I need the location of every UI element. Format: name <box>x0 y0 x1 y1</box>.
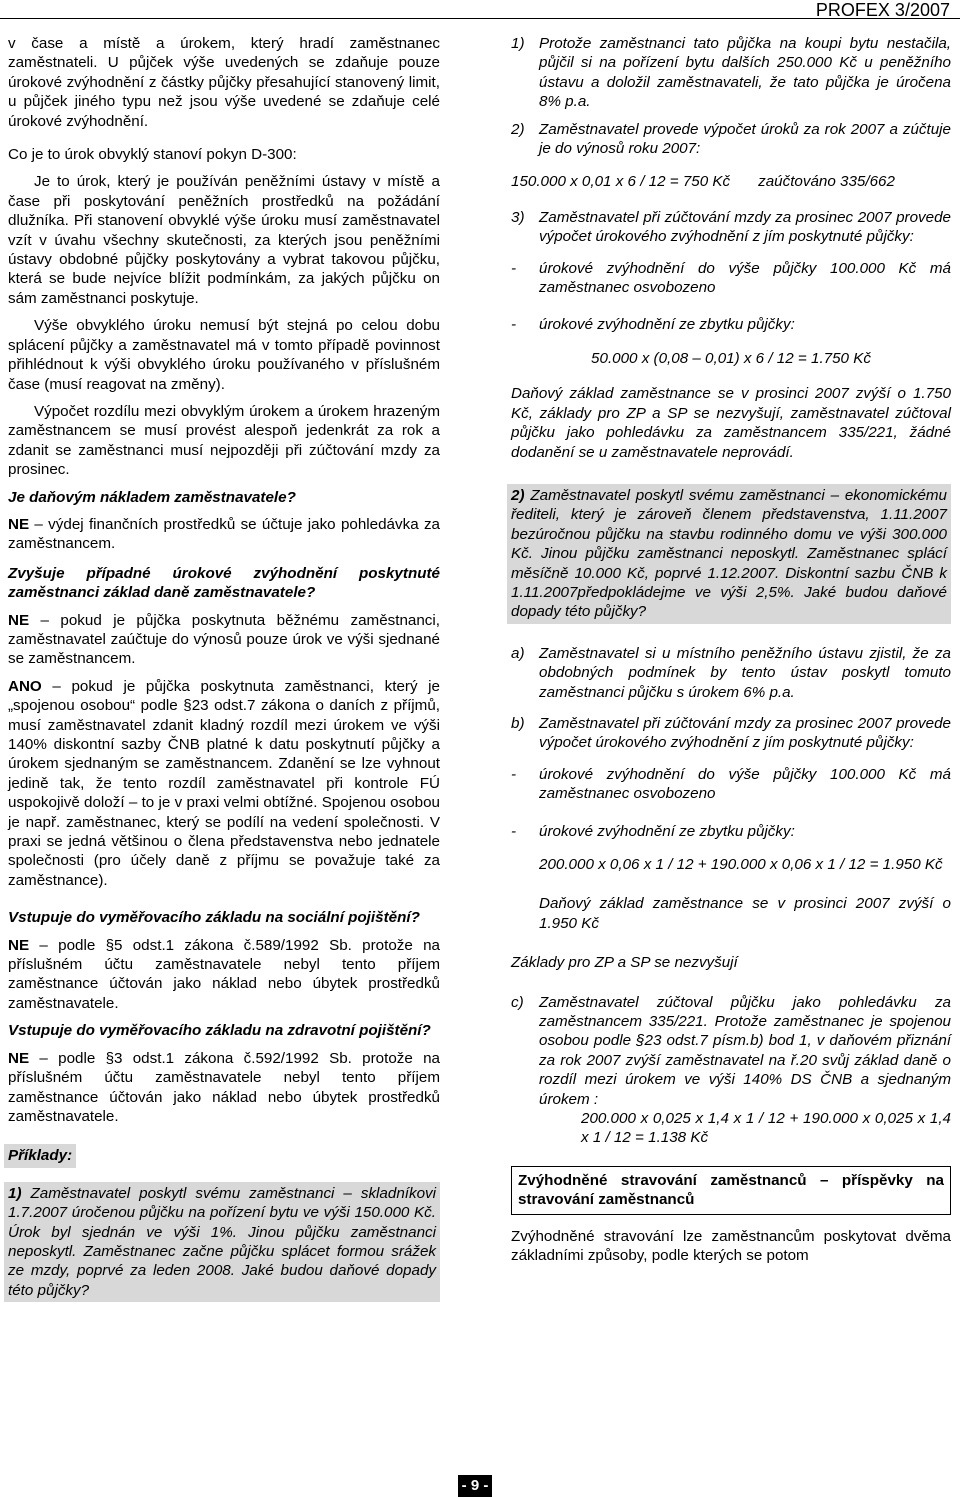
journal-title: PROFEX 3/2007 <box>815 0 950 20</box>
paragraph: Daňový základ zaměstnance se v prosinci 2007 zvýší o 1.750 Kč, základy pro ZP a SP se nezvyšují, zaměstnavatel zúčtoval půjčku jako pohledávku za zaměstnancem 335/221, žádné dodanění se u zaměstnavatele neprovádí. <box>511 385 951 461</box>
page-header <box>0 0 960 18</box>
dash-text: úrokové zvýhodnění do výše půjčky 100.000 Kč má zaměstnanec osvobozeno <box>539 765 951 803</box>
answer-text: – podle §3 odst.1 zákona č.592/1992 Sb. protože na příslušném účtu zaměstnavatele nebyl tento příjem zaměstnance účtován jako náklad nebo úbytek prostředků zaměstnavatele. <box>8 1049 440 1125</box>
paragraph: Výpočet rozdílu mezi obvyklým úrokem a úrokem hrazeným zaměstnancem se musí provést alespoň jedenkrát za rok a zdanit se zaměstnanci musí nejpozději při zúčtování mzdy za prosinec. <box>8 402 440 479</box>
answer-keyword: NE <box>8 611 30 629</box>
example-number: 1) <box>8 1184 22 1202</box>
answer-text: – výdej finančních prostředků se účtuje jako pohledávka za zaměstnancem. <box>8 515 440 553</box>
answer-keyword: ANO <box>8 677 42 695</box>
calculation: 50.000 x (0,08 – 0,01) x 6 / 12 = 1.750 Kč <box>591 349 871 367</box>
left-column <box>8 34 440 1302</box>
calculation <box>511 172 951 191</box>
list-text: Protože zaměstnanci tato půjčka na koupi bytu nestačila, půjčil si na pořízení bytu dalších 250.000 Kč u peněžního ústavu a doložil zaměstnavateli, že tato půjčka je úročena 8% p.a. <box>539 35 951 111</box>
dash-marker: - <box>511 259 517 277</box>
calculation: 200.000 x 0,025 x 1,4 x 1 / 12 + 190.000 x 0,025 x 1,4 x 1 / 12 = 1.138 Kč <box>581 1110 951 1147</box>
section-box-heading: Zvýhodněné stravování zaměstnanců – příspěvky na stravování zaměstnanců <box>511 1166 951 1215</box>
list-text: Zaměstnavatel provede výpočet úroků za rok 2007 a zúčtuje je do výnosů roku 2007: <box>539 120 951 158</box>
list-marker: b) <box>511 714 525 732</box>
question: Vstupuje do vyměřovacího základu na sociální pojištění? <box>8 909 420 927</box>
right-column <box>511 34 951 1274</box>
list-marker: a) <box>511 644 525 662</box>
list-text: Zaměstnavatel při zúčtování mzdy za prosinec 2007 provede výpočet úrokového zvýhodnění z jím poskytnuté půjčky: <box>539 714 951 752</box>
dash-marker: - <box>511 822 517 840</box>
list-marker: 1) <box>511 35 525 52</box>
dash-marker: - <box>511 316 517 334</box>
answer-text: – pokud je půjčka poskytnuta běžnému zaměstnanci, zaměstnavatel zaúčtuje do výnosů pouze úrok ve výši sjednané se zaměstnancem. <box>8 611 440 668</box>
answer <box>8 1049 440 1127</box>
answer <box>8 936 440 1014</box>
dash-marker: - <box>511 765 517 783</box>
list-item <box>511 34 951 112</box>
list-text: Zaměstnavatel si u místního peněžního ústavu zjistil, že za obdobných podmínek by tento ústav poskytl tomuto zaměstnanci půjčku s úrokem 6% p.a. <box>539 644 951 701</box>
list-marker: c) <box>511 993 524 1011</box>
paragraph: Je to úrok, který je používán peněžními ústavy v místě a čase při poskytování peněžních prostředků na požádání dlužníka. Při stanovení obvyklé výše úroku musí zaměstnavatel vzít v úvahu všechny skutečnosti, za kterých jsou peněžními ústavy obdobné půjčky poskytovány a vybrat takovou půjčku, která se bude nejvíce blížit podmínkám, za jakých půjčku on sám zaměstnanci poskytuje. <box>8 173 440 307</box>
list-item <box>511 120 951 159</box>
question: Je daňovým nákladem zaměstnavatele? <box>8 488 296 506</box>
paragraph: v čase a místě a úrokem, který hradí zaměstnanec zaměstnateli. U půjček výše uvedených se zdaňuje pouze úrokové zvýhodnění z částky půjčky přesahující stanovený limit, u půjček jiného typu než jsou výše uvedené se zdaňuje celé úrokové zvýhodnění. <box>8 35 440 130</box>
list-marker: 2) <box>511 120 525 138</box>
example-text: Zaměstnavatel poskytl svému zaměstnanci – ekonomickému řediteli, který je zároveň členem představenstva, 1.11.2007 bezúročnou půjčku na stavbu rodinného domu ve výši 300.000 Kč. Jinou půjčku zaměstnanci neposkytl. Zaměstnanec splácí měsíčně 10.000 Kč, poprvé 1.12.2007. Diskontní sazbu ČNB k 1.11.2007předpokládejme ve výši 2,5%. Jaké budou daňové dopady této půjčky? <box>511 486 947 621</box>
answer <box>8 611 440 669</box>
list-item <box>511 644 951 702</box>
calculation: 200.000 x 0,06 x 1 / 12 + 190.000 x 0,06 x 1 / 12 = 1.950 Kč <box>539 856 943 873</box>
dash-text: úrokové zvýhodnění do výše půjčky 100.000 Kč má zaměstnanec osvobozeno <box>539 259 951 297</box>
list-item <box>511 208 951 247</box>
answer-keyword: NE <box>8 1049 30 1067</box>
dash-item <box>511 259 951 298</box>
calculation-note: zaúčtováno 335/662 <box>758 173 895 191</box>
examples-label-text: Příklady: <box>8 1147 73 1165</box>
list-text: Zaměstnavatel při zúčtování mzdy za prosinec 2007 provede výpočet úrokového zvýhodnění z jím poskytnuté půjčky: <box>539 208 951 246</box>
dash-text: úrokové zvýhodnění ze zbytku půjčky: <box>539 822 795 840</box>
dash-item <box>511 822 951 841</box>
example-1-box <box>4 1182 440 1302</box>
list-text: Zaměstnavatel zúčtoval půjčku jako pohledávku za zaměstnancem 335/221. Protože zaměstnanec je spojenou osobou podle §23 odst.7 písm.b) bod 1, v daňovém přiznání za rok 2007 zvýší zaměstnavatel na ř.20 svůj základ daně o rozdíl mezi úrokem ve výši 140% DS ČNB a sjednaným úrokem : <box>539 993 951 1108</box>
dash-item <box>511 765 951 804</box>
paragraph: Základy pro ZP a SP se nezvyšují <box>511 954 738 972</box>
section-heading: Co je to úrok obvyklý stanoví pokyn D-300: <box>8 146 297 164</box>
example-number: 2) <box>511 486 525 504</box>
list-item <box>511 993 951 1109</box>
header-rule <box>0 18 960 19</box>
dash-text: úrokové zvýhodnění ze zbytku půjčky: <box>539 316 795 334</box>
question: Zvyšuje případné úrokové zvýhodnění poskytnuté zaměstnanci základ daně zaměstnavatele? <box>8 564 440 602</box>
calculation-formula: 150.000 x 0,01 x 6 / 12 = 750 Kč <box>511 173 731 191</box>
example-2-box <box>507 484 951 624</box>
answer-keyword: NE <box>8 936 30 954</box>
page-number: - 9 - <box>458 1475 492 1497</box>
dash-item <box>511 315 951 334</box>
answer-keyword: NE <box>8 515 30 533</box>
paragraph: Výše obvyklého úroku nemusí být stejná po celou dobu splácení půjčky a zaměstnavatel má v tomto případě povinnost přihlédnout k výši obvyklého úroku používaného v příslušném čase (musí reagovat na změny). <box>8 317 440 393</box>
list-item <box>511 714 951 753</box>
examples-label <box>4 1144 76 1167</box>
paragraph: Daňový základ zaměstnance se v prosinci 2007 zvýší o 1.950 Kč <box>539 895 951 932</box>
list-marker: 3) <box>511 208 525 226</box>
answer <box>8 677 440 890</box>
answer <box>8 515 440 554</box>
answer-text: – podle §5 odst.1 zákona č.589/1992 Sb. protože na příslušném účtu zaměstnavatele nebyl tento příjem zaměstnance účtován jako náklad nebo úbytek prostředků zaměstnavatele. <box>8 936 440 1012</box>
question: Vstupuje do vyměřovacího základu na zdravotní pojištění? <box>8 1022 431 1040</box>
example-text: Zaměstnavatel poskytl svému zaměstnanci – skladníkovi 1.7.2007 úročenou půjčku na pořízení bytu ve výši 150.000 Kč. Úrok byl sjednán ve výši 1%. Jinou půjčku zaměstnanci neposkytl. Zaměstnanec začne půjčku splácet formou srážek ze mzdy, poprvé za leden 2008. Jaké budou daňové dopady této půjčky? <box>8 1184 436 1299</box>
answer-text: – pokud je půjčka poskytnuta zaměstnanci, který je „spojenou osobou“ podle §23 odst.7 zákona o daních z příjmů, musí zaměstnavatel zdanit kladný rozdíl mezi úrokem ve výši 140% diskontní sazby ČNB platné k datu poskytnutí půjčky a úrokem sjednaným se zaměstnancem. Zdanění se lze vyhnout jedině tak, že tento rozdíl zaměstnavatel při kontrole FÚ uspokojivě doloží – to je v praxi velmi obtížné. Spojenou osobou je např. zaměstnanec, který se podílí na vedení společnosti. V praxi se jedná většinou o člena představenstva nebo jednatele společnosti (pro účely daně z příjmu se považuje také za zaměstnance). <box>8 677 440 889</box>
paragraph: Zvýhodněné stravování lze zaměstnancům poskytovat dvěma základními způsoby, podle kterých se potom <box>511 1227 951 1265</box>
